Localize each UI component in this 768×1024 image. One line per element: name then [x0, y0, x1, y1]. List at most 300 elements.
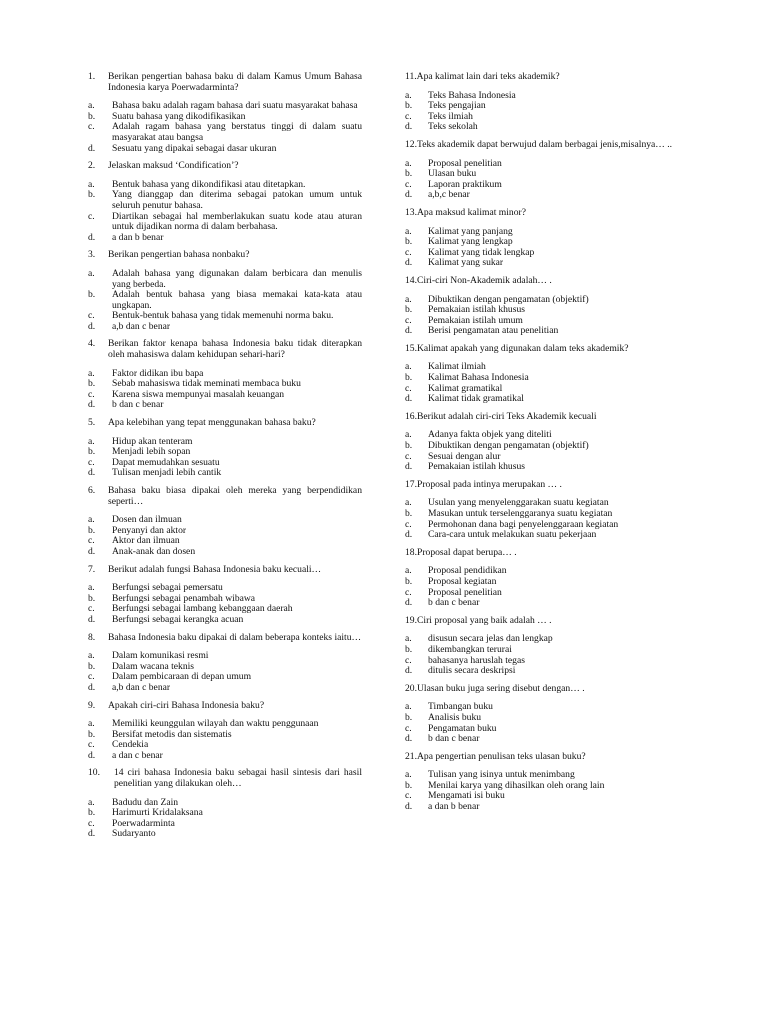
option-letter: b. — [405, 100, 413, 112]
answer-option — [405, 530, 677, 541]
option-text: Sesuatu yang dipakai sebagai dasar ukuran — [112, 142, 277, 154]
option-letter: b. — [405, 711, 413, 723]
answer-options — [88, 583, 362, 625]
option-text: Menjadi lebih sopan — [112, 446, 191, 458]
option-text: b dan c benar — [428, 733, 480, 745]
option-text: a dan b benar — [428, 801, 480, 813]
question-number: 4. — [88, 338, 96, 350]
question-block — [405, 752, 677, 813]
option-letter: a. — [88, 267, 95, 279]
option-letter: b. — [88, 807, 96, 819]
question-number: 10. — [88, 767, 100, 779]
option-letter: d. — [405, 393, 413, 405]
option-text: Berisi pengamatan atau penelitian — [428, 325, 559, 337]
option-text: Adalah ragam bahasa yang berstatus tinggi di dalam suatu masyarakat atau bangsa — [112, 121, 362, 143]
option-text: Yang dianggap dan diterima sebagai patokan umum untuk seluruh penutur bahasa. — [112, 189, 362, 211]
option-letter: c. — [88, 210, 95, 222]
question-block — [88, 72, 362, 154]
answer-options — [405, 227, 677, 269]
option-letter: a. — [405, 225, 412, 237]
option-letter: d. — [405, 325, 413, 337]
option-text: a,b dan c benar — [112, 681, 171, 693]
question-block — [405, 548, 677, 609]
question-text: Apakah ciri-ciri Bahasa Indonesia baku? — [108, 699, 265, 711]
option-text: Kalimat tidak gramatikal — [428, 393, 524, 405]
option-letter: b. — [405, 508, 413, 519]
option-letter: a. — [88, 514, 95, 526]
option-text: Dalam wacana teknis — [112, 660, 195, 672]
option-letter: c. — [405, 382, 412, 394]
answer-option — [405, 577, 677, 588]
option-text: Proposal pendidikan — [428, 565, 507, 577]
option-text: Aktor dan ilmuan — [112, 535, 180, 547]
option-text: Dosen dan ilmuan — [112, 514, 182, 526]
answer-options — [405, 770, 677, 812]
answer-option — [88, 290, 362, 311]
question-block — [405, 72, 677, 133]
answer-option — [405, 734, 677, 745]
question-number: 1. — [88, 71, 96, 82]
option-letter: d. — [405, 121, 413, 133]
option-text: Kalimat ilmiah — [428, 361, 486, 373]
option-letter: d. — [405, 189, 413, 201]
answer-options — [405, 430, 677, 472]
option-letter: b. — [405, 372, 413, 384]
option-letter: c. — [88, 388, 95, 400]
question-stem — [88, 701, 362, 712]
option-text: b dan c benar — [428, 597, 480, 609]
option-text: Kalimat yang sukar — [428, 257, 504, 269]
question-number: 14. — [405, 274, 417, 286]
answer-option — [88, 233, 362, 244]
option-text: Mengamati isi buku — [428, 790, 505, 802]
option-letter: d. — [405, 733, 413, 745]
question-number: 8. — [88, 631, 96, 643]
option-letter: b. — [405, 643, 413, 655]
option-letter: a. — [88, 435, 95, 447]
right-question-column — [405, 72, 677, 820]
answer-options — [405, 634, 677, 676]
option-text: Masukan untuk terselenggaranya suatu kegiatan — [428, 508, 613, 519]
answer-option — [405, 802, 677, 813]
option-text: Cendekia — [112, 739, 149, 751]
question-stem — [405, 276, 677, 287]
answer-option — [88, 547, 362, 558]
option-letter: c. — [88, 535, 95, 547]
option-letter: d. — [88, 545, 96, 557]
answer-options — [405, 566, 677, 608]
question-text: Apa kalimat lain dari teks akademik? — [416, 71, 560, 82]
option-letter: d. — [88, 142, 96, 154]
option-letter: a. — [88, 582, 95, 594]
question-block — [88, 339, 362, 411]
option-text: Tulisan menjadi lebih cantik — [112, 467, 222, 479]
option-letter: b. — [405, 236, 413, 248]
question-stem — [88, 161, 362, 172]
option-text: Bahasa baku adalah ragam bahasa dari suatu masyarakat bahasa — [112, 100, 358, 112]
option-letter: a. — [405, 89, 412, 101]
option-letter: c. — [88, 817, 95, 829]
answer-option — [88, 322, 362, 333]
option-letter: d. — [405, 461, 413, 473]
question-block — [405, 208, 677, 269]
question-number: 21. — [405, 750, 417, 762]
option-letter: c. — [88, 456, 95, 468]
option-text: Adalah bentuk bahasa yang biasa memakai kata-kata atau ungkapan. — [112, 289, 362, 311]
question-stem — [88, 339, 362, 360]
question-number: 11. — [405, 71, 417, 82]
option-letter: d. — [88, 399, 96, 411]
option-letter: d. — [405, 529, 413, 541]
option-text: Kalimat gramatikal — [428, 382, 503, 394]
question-text: 14 ciri bahasa Indonesia baku sebagai hasil sintesis dari hasil penelitian yang dilakukan oleh… — [114, 767, 362, 790]
answer-options — [405, 295, 677, 337]
option-text: Karena siswa mempunyai masalah keuangan — [112, 388, 285, 400]
option-letter: c. — [405, 790, 412, 802]
option-text: Diartikan sebagai hal memberlakukan suatu kode atau aturan untuk dijadikan norma di dalam berbahasa. — [112, 210, 362, 233]
option-letter: a. — [405, 769, 412, 781]
option-letter: c. — [405, 722, 412, 734]
answer-option — [88, 190, 362, 211]
question-text: Kalimat apakah yang digunakan dalam teks akademik? — [417, 342, 629, 354]
question-stem — [405, 480, 677, 491]
option-letter: d. — [88, 320, 96, 332]
answer-options — [88, 515, 362, 557]
option-text: Kalimat yang panjang — [428, 225, 513, 237]
option-letter: a. — [405, 633, 412, 645]
question-block — [405, 480, 677, 541]
option-text: Adanya fakta objek yang diteliti — [428, 429, 552, 441]
option-letter: b. — [88, 524, 96, 536]
question-stem — [405, 684, 677, 695]
answer-options — [88, 651, 362, 693]
question-block — [88, 486, 362, 558]
question-number: 13. — [405, 206, 417, 218]
question-block — [405, 616, 677, 677]
option-letter: a. — [88, 367, 95, 379]
answer-option — [88, 829, 362, 840]
option-text: Teks sekolah — [428, 121, 478, 133]
option-text: Analisis buku — [428, 711, 482, 723]
option-text: Proposal penelitian — [428, 586, 502, 598]
answer-option — [88, 144, 362, 155]
option-text: Pengamatan buku — [428, 722, 497, 734]
option-text: Sesuai dengan alur — [428, 450, 501, 462]
question-stem — [405, 208, 677, 219]
option-text: Pemakaian istilah khusus — [428, 461, 525, 473]
option-letter: c. — [405, 314, 412, 326]
question-stem — [405, 412, 677, 423]
answer-option — [88, 212, 362, 233]
option-text: Berfungsi sebagai kerangka acuan — [112, 613, 244, 625]
answer-option — [88, 400, 362, 411]
option-letter: d. — [88, 749, 96, 761]
option-text: ditulis secara deskripsi — [428, 665, 516, 677]
question-block — [88, 565, 362, 626]
question-stem — [88, 768, 362, 789]
option-text: Penyanyi dan aktor — [112, 524, 187, 536]
option-text: Berfungsi sebagai pemersatu — [112, 582, 223, 594]
option-letter: b. — [88, 189, 96, 201]
answer-options — [405, 498, 677, 540]
option-letter: a. — [405, 701, 412, 713]
question-block — [405, 344, 677, 405]
answer-option — [88, 122, 362, 143]
answer-options — [405, 702, 677, 744]
question-number: 19. — [405, 614, 417, 626]
option-text: Tulisan yang isinya untuk menimbang — [428, 769, 575, 781]
option-letter: b. — [88, 728, 96, 740]
option-text: a dan c benar — [112, 749, 163, 761]
option-letter: d. — [88, 613, 96, 625]
option-text: Faktor didikan ibu bapa — [112, 367, 204, 379]
option-text: Proposal kegiatan — [428, 575, 497, 587]
option-text: Teks pengajian — [428, 100, 486, 112]
option-letter: a. — [405, 497, 412, 509]
answer-options — [88, 369, 362, 411]
answer-options — [88, 269, 362, 333]
question-text: Berikan pengertian bahasa nonbaku? — [108, 249, 250, 261]
option-letter: b. — [88, 110, 96, 122]
option-text: Teks Bahasa Indonesia — [428, 89, 516, 101]
question-number: 17. — [405, 478, 417, 490]
option-letter: c. — [405, 110, 412, 122]
option-letter: a. — [88, 100, 95, 112]
question-text: Berikut adalah fungsi Bahasa Indonesia baku kecuali… — [108, 563, 322, 575]
option-letter: b. — [88, 446, 96, 458]
question-block — [88, 418, 362, 479]
option-text: disusun secara jelas dan lengkap — [428, 633, 553, 645]
question-stem — [405, 548, 677, 559]
question-number: 15. — [405, 342, 417, 354]
question-number: 6. — [88, 485, 96, 496]
question-text: Apa maksud kalimat minor? — [417, 206, 526, 218]
option-letter: c. — [405, 178, 412, 190]
option-letter: d. — [88, 467, 96, 479]
option-text: Harimurti Kridalaksana — [112, 807, 203, 819]
option-text: b dan c benar — [112, 399, 164, 411]
answer-option — [405, 122, 677, 133]
question-number: 16. — [405, 410, 417, 422]
option-text: Kalimat Bahasa Indonesia — [428, 372, 529, 384]
option-letter: b. — [405, 440, 413, 452]
option-text: Proposal penelitian — [428, 157, 502, 169]
question-text: Proposal pada intinya merupakan … . — [417, 478, 562, 490]
answer-options — [88, 719, 362, 761]
question-stem — [88, 633, 362, 644]
option-text: Sebab mahasiswa tidak meminati membaca buku — [112, 378, 301, 390]
option-letter: d. — [88, 828, 96, 840]
option-text: Hidup akan tenteram — [112, 435, 193, 447]
question-text: Berikut adalah ciri-ciri Teks Akademik kecuali — [417, 410, 597, 422]
question-number: 9. — [88, 699, 96, 711]
option-text: Dibuktikan dengan pengamatan (objektif) — [428, 440, 589, 452]
answer-option — [405, 645, 677, 656]
option-letter: a. — [88, 650, 95, 662]
answer-option — [88, 683, 362, 694]
question-number: 3. — [88, 249, 96, 261]
option-letter: c. — [88, 310, 95, 322]
answer-option — [88, 269, 362, 290]
question-stem — [405, 140, 677, 151]
answer-option — [88, 615, 362, 626]
question-number: 18. — [405, 546, 417, 558]
question-stem — [88, 72, 362, 93]
answer-options — [88, 437, 362, 479]
option-text: Pemakaian istilah khusus — [428, 304, 525, 316]
option-letter: a. — [405, 565, 412, 577]
option-letter: c. — [405, 450, 412, 462]
question-text: Apa pengertian penulisan teks ulasan buku? — [417, 750, 586, 762]
answer-options — [405, 159, 677, 201]
option-letter: c. — [88, 671, 95, 683]
question-block — [405, 140, 677, 201]
option-text: Suatu bahasa yang dikodifikasikan — [112, 110, 246, 122]
question-stem — [405, 752, 677, 763]
option-letter: d. — [405, 801, 413, 813]
question-stem — [405, 616, 677, 627]
question-block — [405, 276, 677, 337]
question-number: 2. — [88, 160, 96, 172]
question-text: Jelaskan maksud ‘Condification’? — [108, 160, 239, 172]
option-text: Dapat memudahkan sesuatu — [112, 456, 220, 468]
option-letter: c. — [405, 518, 412, 530]
option-letter: d. — [88, 231, 96, 243]
answer-options — [405, 362, 677, 404]
question-text: Bahasa Indonesia baku dipakai di dalam beberapa konteks iaitu… — [108, 631, 362, 643]
question-stem — [88, 418, 362, 429]
option-text: Bentuk-bentuk bahasa yang tidak memenuhi norma baku. — [112, 310, 334, 322]
option-text: Bersifat metodis dan sistematis — [112, 728, 232, 740]
option-letter: d. — [405, 665, 413, 677]
answer-option — [88, 468, 362, 479]
option-text: Laporan praktikum — [428, 178, 502, 190]
option-letter: b. — [405, 304, 413, 316]
option-letter: a. — [405, 293, 412, 305]
option-text: Poerwadarminta — [112, 817, 175, 829]
question-text: Berikan pengertian bahasa baku di dalam Kamus Umum Bahasa Indonesia karya Poerwadarminta? — [108, 71, 362, 93]
question-text: Ulasan buku juga sering disebut dengan… . — [417, 682, 585, 694]
option-letter: b. — [405, 779, 413, 791]
option-letter: a. — [88, 796, 95, 808]
option-letter: a. — [88, 718, 95, 730]
option-letter: c. — [88, 739, 95, 751]
question-stem — [405, 72, 677, 83]
question-block — [405, 412, 677, 473]
question-block — [88, 768, 362, 840]
left-question-column — [88, 72, 362, 847]
option-text: Dibuktikan dengan pengamatan (objektif) — [428, 293, 589, 305]
option-text: Cara-cara untuk melakukan suatu pekerjaan — [428, 529, 597, 541]
option-text: Dalam pembicaraan di depan umum — [112, 671, 252, 683]
option-text: a dan b benar — [112, 231, 164, 243]
option-text: Adalah bahasa yang digunakan dalam berbicara dan menulis yang berbeda. — [112, 267, 362, 290]
option-letter: c. — [88, 603, 95, 615]
option-letter: c. — [405, 586, 412, 598]
question-stem — [88, 486, 362, 507]
option-letter: b. — [88, 289, 96, 301]
option-letter: b. — [88, 592, 96, 604]
option-text: Berfungsi sebagai penambah wibawa — [112, 592, 256, 604]
question-number: 20. — [405, 682, 417, 694]
answer-option — [405, 509, 677, 520]
option-letter: d. — [405, 257, 413, 269]
question-text: Ciri proposal yang baik adalah … . — [417, 614, 552, 626]
answer-option — [405, 598, 677, 609]
answer-option — [405, 258, 677, 269]
question-text: Berikan faktor kenapa bahasa Indonesia baku tidak diterapkan oleh mahasiswa dalam kehidupan sehari-hari? — [108, 338, 362, 361]
answer-options — [88, 798, 362, 840]
option-letter: a. — [405, 157, 412, 169]
question-block — [88, 633, 362, 694]
question-block — [88, 250, 362, 332]
option-text: Berfungsi sebagai lambang kebanggaan daerah — [112, 603, 293, 615]
option-letter: b. — [88, 660, 96, 672]
option-text: a,b,c benar — [428, 189, 470, 201]
option-text: Anak-anak dan dosen — [112, 545, 196, 557]
answer-option — [405, 713, 677, 724]
answer-option — [405, 666, 677, 677]
option-text: Bentuk bahasa yang dikondifikasi atau ditetapkan. — [112, 178, 306, 190]
option-text: Timbangan buku — [428, 701, 493, 713]
answer-option — [405, 190, 677, 201]
answer-options — [88, 180, 362, 244]
answer-option — [405, 462, 677, 473]
answer-options — [88, 101, 362, 154]
option-text: Sudaryanto — [112, 828, 156, 840]
question-text: Apa kelebihan yang tepat menggunakan bahasa baku? — [108, 417, 316, 429]
option-text: Ulasan buku — [428, 168, 477, 180]
option-letter: b. — [88, 378, 96, 390]
option-letter: c. — [405, 654, 412, 666]
question-text: Proposal dapat berupa… . — [417, 546, 517, 558]
question-stem — [88, 565, 362, 576]
question-stem — [88, 250, 362, 261]
question-stem — [405, 344, 677, 355]
option-letter: c. — [88, 121, 95, 133]
option-text: Teks ilmiah — [428, 110, 473, 122]
option-text: Badudu dan Zain — [112, 796, 179, 808]
question-text: Ciri-ciri Non-Akademik adalah… . — [417, 274, 552, 286]
option-text: Kalimat yang tidak lengkap — [428, 246, 535, 258]
question-text: Teks akademik dapat berwujud dalam berbagai jenis,misalnya… .. — [417, 138, 673, 150]
option-text: Kalimat yang lengkap — [428, 236, 513, 248]
option-letter: c. — [405, 246, 412, 258]
answer-option — [405, 394, 677, 405]
question-block — [405, 684, 677, 745]
option-letter: a. — [405, 361, 412, 373]
option-letter: b. — [405, 168, 413, 180]
option-text: Usulan yang menyelenggarakan suatu kegiatan — [428, 497, 609, 509]
answer-option — [88, 751, 362, 762]
answer-options — [405, 91, 677, 133]
question-number: 12. — [405, 138, 417, 150]
option-letter: d. — [405, 597, 413, 609]
question-block — [88, 701, 362, 762]
option-text: Memiliki keunggulan wilayah dan waktu penggunaan — [112, 718, 319, 730]
option-letter: d. — [88, 681, 96, 693]
question-text: Bahasa baku biasa dipakai oleh mereka yang berpendidikan seperti… — [108, 485, 362, 507]
answer-option — [405, 326, 677, 337]
question-number: 5. — [88, 417, 96, 429]
option-text: bahasanya haruslah tegas — [428, 654, 525, 666]
option-text: dikembangkan terurai — [428, 643, 512, 655]
option-letter: a. — [405, 429, 412, 441]
option-letter: b. — [405, 575, 413, 587]
option-text: Menilai karya yang dihasilkan oleh orang lain — [428, 779, 605, 791]
question-block — [88, 161, 362, 243]
option-text: Dalam komunikasi resmi — [112, 650, 209, 662]
